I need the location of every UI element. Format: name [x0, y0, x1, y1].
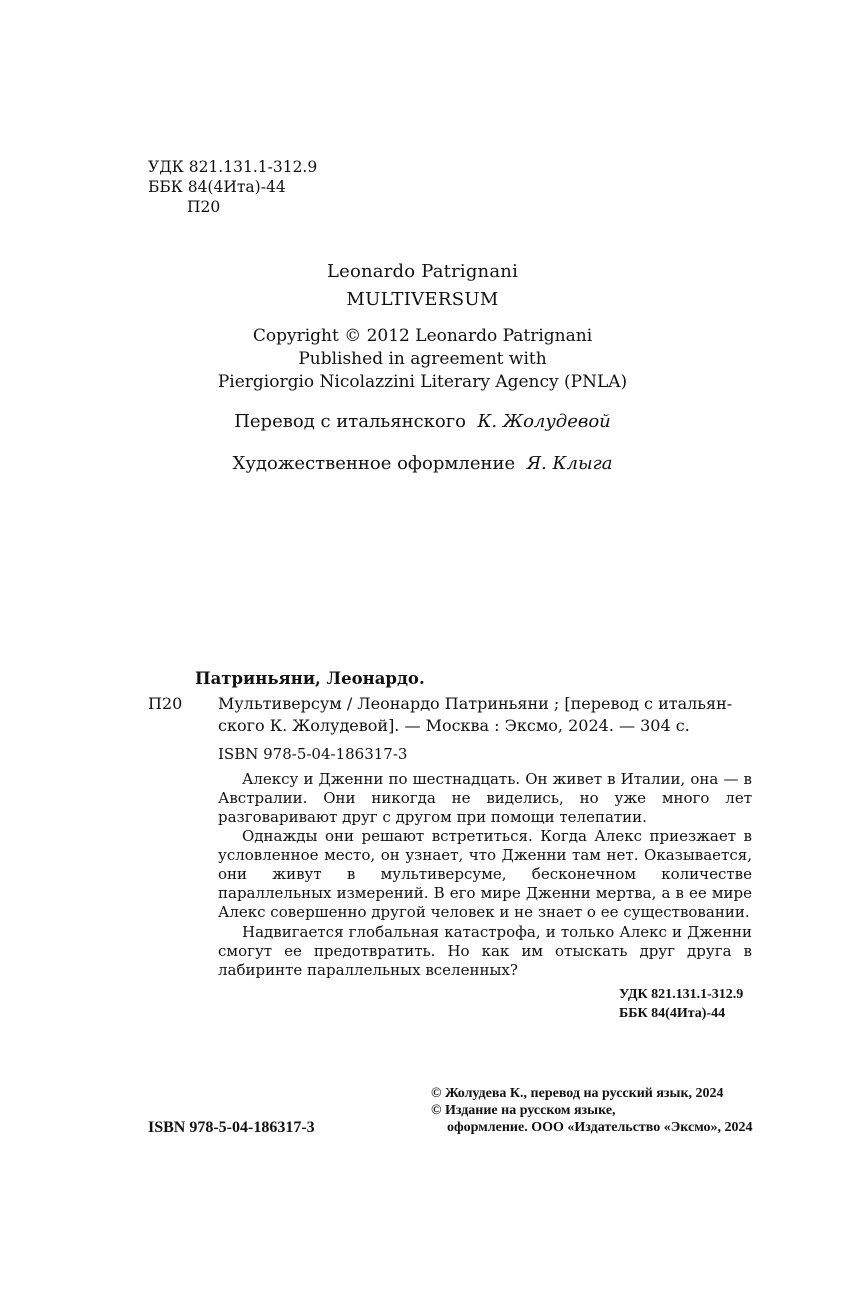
design-credit	[0, 452, 845, 476]
catalog-isbn: ISBN 978-5-04-186317-3	[218, 745, 408, 763]
annotation-paragraph	[218, 827, 752, 922]
footer-copyright-line: © Издание на русском языке,	[431, 1103, 616, 1118]
udk-code: УДК 821.131.1-312.9	[148, 158, 318, 176]
copyright-line: Copyright © 2012 Leonardo Patrignani	[252, 326, 593, 346]
description-line: Мультиверсум / Леонардо Патриньяни ; [перевод с итальян-	[218, 694, 733, 713]
catalog-description	[218, 693, 752, 737]
description-line: ского К. Жолудевой]. — Москва : Эксмо, 2024. — 304 с.	[218, 716, 690, 735]
original-copyright	[0, 325, 845, 394]
footer-isbn: ISBN 978-5-04-186317-3	[148, 1119, 315, 1136]
classification-block	[148, 157, 317, 217]
bbk-code: ББК 84(4Ита)-44	[148, 178, 286, 196]
translation-label: Перевод с итальянского	[234, 411, 467, 432]
design-label: Художественное оформление	[232, 453, 516, 474]
copyright-line: Published in agreement with	[298, 349, 547, 369]
catalog-author-mark: П20	[148, 694, 183, 713]
annotation-text: Алексу и Дженни по шестнадцать. Он живет в Италии, она — в Австралии. Они никогда не виделись, но уже много лет разговаривают друг с другом при помощи телепатии.	[218, 770, 752, 826]
translator-name: К. Жолудевой	[477, 411, 611, 432]
original-author: Leonardo Patrignani	[326, 261, 519, 282]
footer-copyright-line: © Жолудева К., перевод на русский язык, 2024	[431, 1086, 724, 1101]
original-title: MULTIVERSUM	[346, 289, 499, 310]
footer-copyright-line: оформление. ООО «Издательство «Эксмо», 2024	[447, 1120, 753, 1135]
footer-copyright	[431, 1085, 753, 1136]
catalog-author-heading: Патриньяни, Леонардо.	[195, 669, 425, 688]
copyright-line: Piergiorgio Nicolazzini Literary Agency (PNLA)	[217, 372, 628, 392]
annotation-paragraph	[218, 923, 752, 980]
catalog-udk: УДК 821.131.1-312.9	[619, 987, 744, 1002]
catalog-bbk: ББК 84(4Ита)-44	[619, 1006, 726, 1021]
translation-credit	[0, 410, 845, 434]
annotation-paragraph	[218, 770, 752, 827]
author-mark: П20	[187, 198, 221, 216]
annotation-text: Однажды они решают встретиться. Когда Алекс приезжает в условленное место, он узнает, что Дженни там нет. Оказывается, они живут в мультиверсуме, бесконечном количестве параллельных измерений. В его мире Дженни мертва, а в ее мире Алекс совершенно другой человек и не знает о ее существовании.	[218, 827, 752, 921]
catalog-codes	[619, 985, 743, 1023]
annotation-text: Надвигается глобальная катастрофа, и только Алекс и Дженни смогут ее предотвратить. Но как им отыскать друг друга в лабиринте параллельных вселенных?	[218, 923, 752, 979]
designer-name: Я. Клыга	[526, 453, 613, 474]
